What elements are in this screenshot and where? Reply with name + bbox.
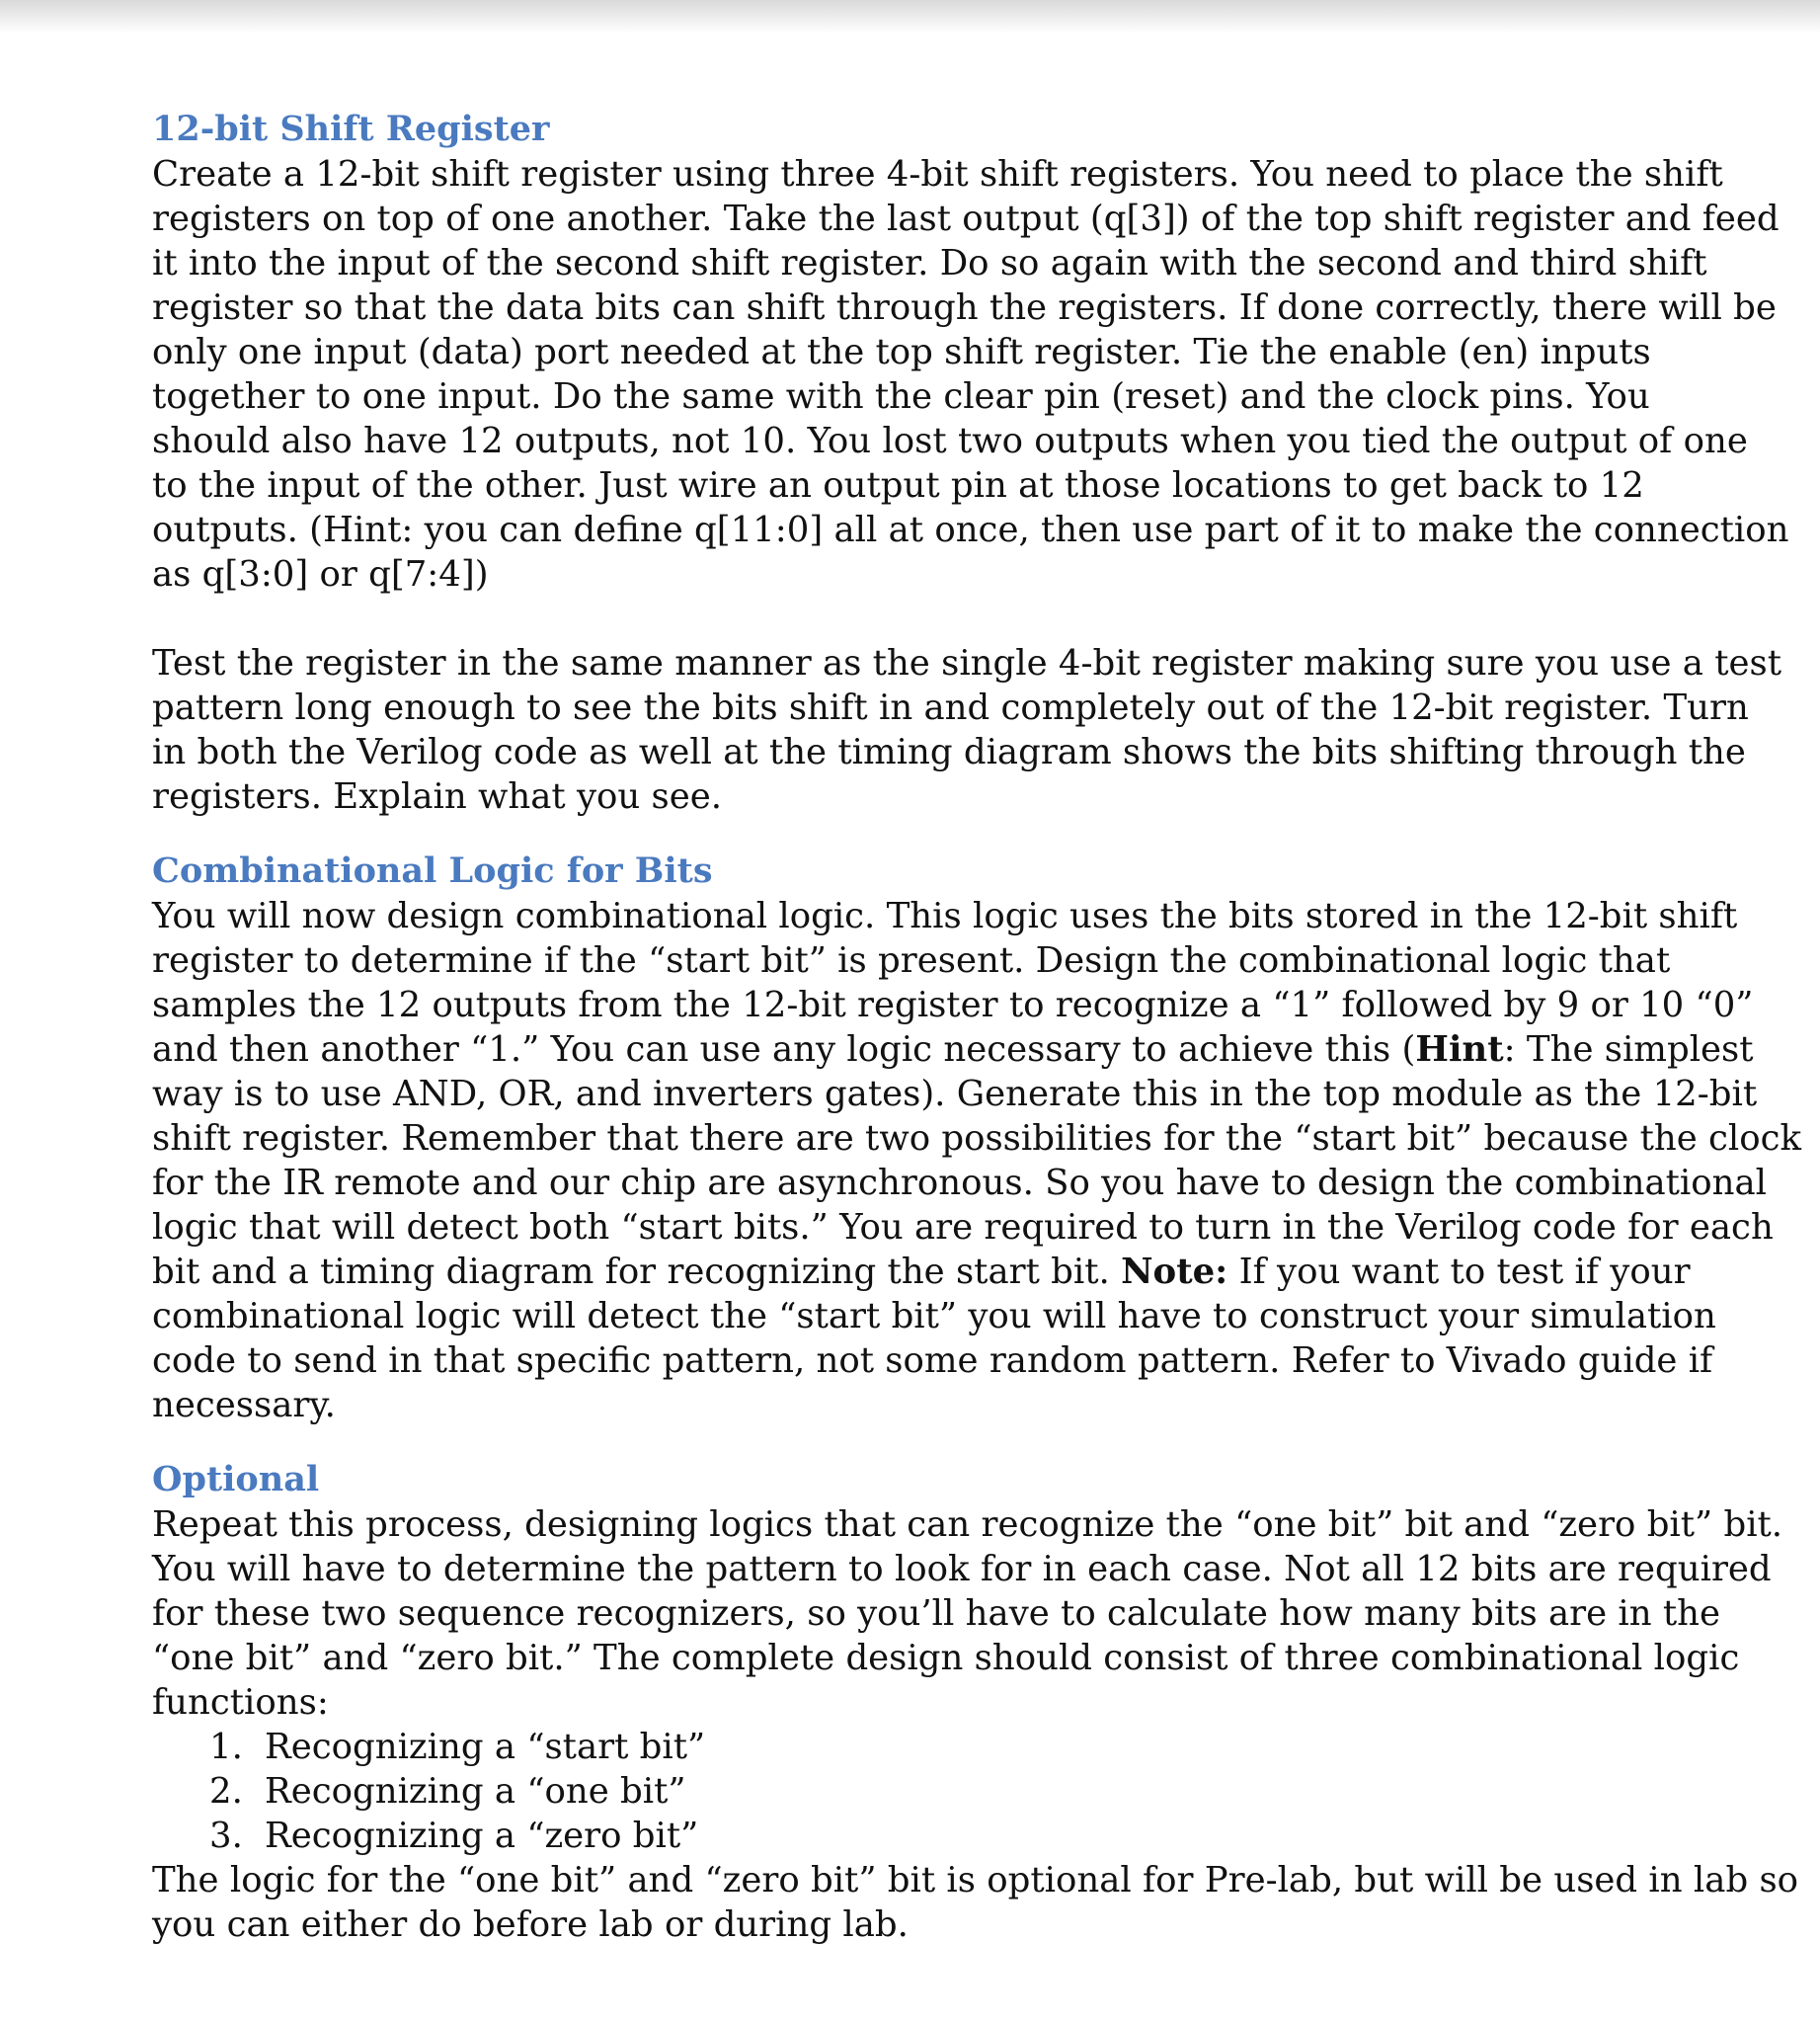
text-line: as q[3:0] or q[7:4]) [152, 554, 489, 595]
paragraph-shift-register-testing [152, 641, 1781, 819]
text-line: Create a 12-bit shift register using three 4-bit shift registers. You need to place the shift [152, 154, 1723, 195]
list-item [152, 1769, 1653, 1814]
text-line: way is to use AND, OR, and inverters gates). Generate this in the top module as the 12-bit [152, 1074, 1758, 1114]
list-item [152, 1814, 1653, 1858]
paragraph-spacer [152, 597, 1653, 641]
section-heading-combinational-logic: Combinational Logic for Bits [152, 850, 713, 891]
section-spacer [152, 819, 1653, 849]
paragraph-optional [152, 1502, 1799, 1947]
paragraph-combinational-logic [152, 894, 1802, 1427]
text-line: You will have to determine the pattern to look for in each case. Not all 12 bits are required [152, 1549, 1772, 1589]
text-line: combinational logic will detect the “start bit” you will have to construct your simulation [152, 1296, 1716, 1336]
text-line: The logic for the “one bit” and “zero bit” bit is optional for Pre-lab, but will be used in lab so [152, 1860, 1799, 1900]
list-text: Recognizing a “start bit” [265, 1727, 706, 1767]
text-run: If you want to test if your [1227, 1252, 1691, 1292]
text-line: logic that will detect both “start bits.” You are required to turn in the Verilog code for each [152, 1207, 1774, 1248]
text-line: Test the register in the same manner as the single 4-bit register making sure you use a test [152, 643, 1781, 684]
bold-hint-label: Hint [1415, 1029, 1504, 1070]
section-heading-shift-register: 12-bit Shift Register [152, 109, 550, 149]
text-line: outputs. (Hint: you can define q[11:0] all at once, then use part of it to make the connection [152, 510, 1789, 550]
bold-note-label: Note: [1121, 1252, 1228, 1292]
text-line: to the input of the other. Just wire an output pin at those locations to get back to 12 [152, 465, 1644, 506]
list-item [152, 1725, 1653, 1769]
list-number: 2. [209, 1771, 243, 1812]
text-line: code to send in that specific pattern, not some random pattern. Refer to Vivado guide if [152, 1340, 1713, 1381]
text-line: register to determine if the “start bit” is present. Design the combinational logic that [152, 940, 1671, 981]
text-line: samples the 12 outputs from the 12-bit register to recognize a “1” followed by 9 or 10 “0” [152, 985, 1754, 1025]
text-run: and then another “1.” You can use any logic necessary to achieve this ( [152, 1029, 1416, 1070]
text-line: only one input (data) port needed at the top shift register. Tie the enable (en) inputs [152, 332, 1651, 372]
list-number: 1. [209, 1727, 243, 1767]
text-line: You will now design combinational logic. This logic uses the bits stored in the 12-bit shift [152, 896, 1738, 936]
text-line: pattern long enough to see the bits shift in and completely out of the 12-bit register. Turn [152, 687, 1749, 728]
section-heading-optional: Optional [152, 1459, 320, 1499]
text-line: necessary. [152, 1385, 336, 1425]
list-text: Recognizing a “zero bit” [265, 1816, 699, 1856]
text-line: Repeat this process, designing logics that can recognize the “one bit” bit and “zero bit” bit. [152, 1504, 1783, 1545]
text-line: together to one input. Do the same with the clear pin (reset) and the clock pins. You [152, 376, 1650, 417]
text-line: “one bit” and “zero bit.” The complete design should consist of three combinational logic [152, 1638, 1740, 1678]
text-line: registers. Explain what you see. [152, 776, 723, 817]
text-line [152, 1250, 1691, 1294]
text-run: bit and a timing diagram for recognizing the start bit. [152, 1252, 1122, 1292]
paragraph-shift-register-instructions [152, 152, 1789, 597]
text-line: register so that the data bits can shift through the registers. If done correctly, there will be [152, 287, 1777, 328]
text-line [152, 1027, 1754, 1072]
text-line: functions: [152, 1682, 329, 1723]
text-line: for the IR remote and our chip are asynchronous. So you have to design the combinational [152, 1163, 1767, 1203]
document-page [152, 107, 1802, 1947]
text-line: it into the input of the second shift register. Do so again with the second and third shift [152, 243, 1707, 283]
list-number: 3. [209, 1816, 243, 1856]
list-text: Recognizing a “one bit” [265, 1771, 686, 1812]
text-line: in both the Verilog code as well at the timing diagram shows the bits shifting through the [152, 732, 1746, 772]
text-line: shift register. Remember that there are two possibilities for the “start bit” because the clock [152, 1118, 1802, 1159]
text-line: registers on top of one another. Take the last output (q[3]) of the top shift register and feed [152, 199, 1780, 239]
section-spacer [152, 1427, 1653, 1457]
window-top-shadow [0, 0, 1820, 34]
text-line: you can either do before lab or during lab. [152, 1904, 909, 1945]
text-run: : The simplest [1503, 1029, 1754, 1070]
text-line: should also have 12 outputs, not 10. You lost two outputs when you tied the output of one [152, 421, 1748, 461]
text-line: for these two sequence recognizers, so you’ll have to calculate how many bits are in the [152, 1593, 1721, 1634]
